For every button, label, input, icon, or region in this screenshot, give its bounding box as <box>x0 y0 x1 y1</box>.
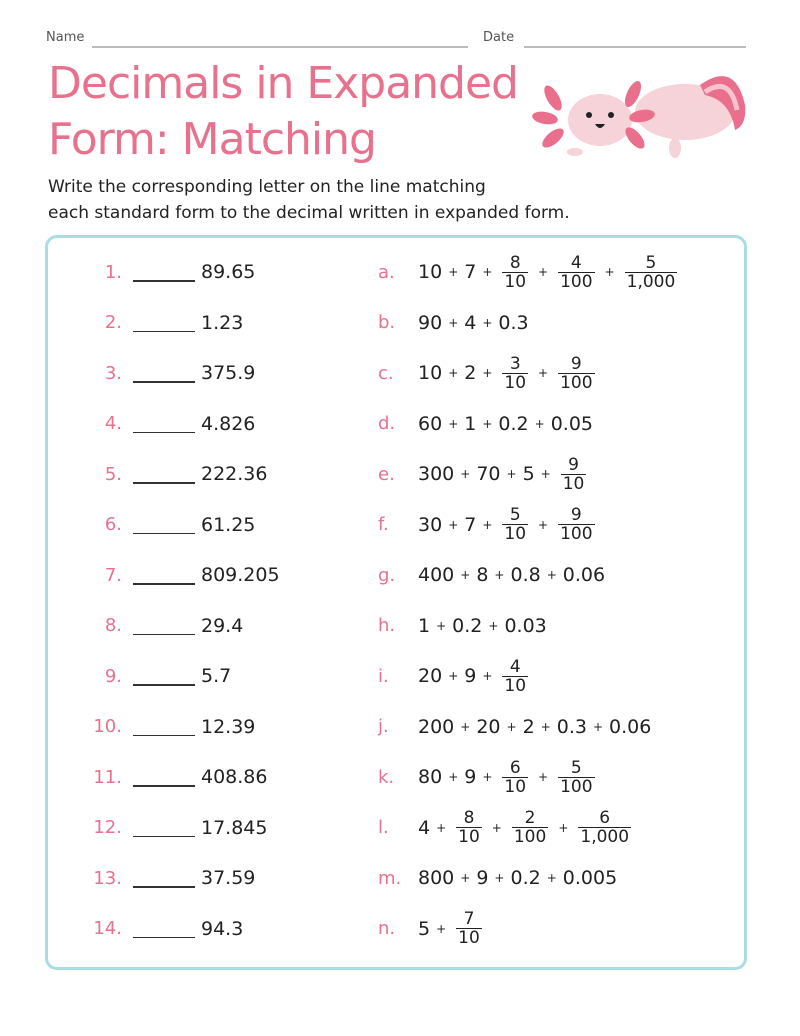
name-label: Name <box>46 30 85 45</box>
plus-sign: + <box>604 265 615 279</box>
term: 800 <box>418 867 455 889</box>
item-number: 10. <box>93 716 122 737</box>
fraction <box>578 809 631 846</box>
right-item <box>0 505 760 545</box>
title-line-2: Form: Matching <box>48 114 376 165</box>
plus-sign: + <box>540 719 551 734</box>
instructions-line-1: Write the corresponding letter on the line matching <box>48 177 486 197</box>
right-item <box>0 555 760 595</box>
plus-sign: + <box>482 517 493 532</box>
plus-sign: + <box>558 820 569 835</box>
item-number: 14. <box>93 918 122 939</box>
term: 2 <box>464 362 477 384</box>
term: 4 <box>418 816 431 839</box>
plus-sign: + <box>436 618 447 633</box>
item-letter: j. <box>378 716 389 737</box>
term: 70 <box>476 463 501 485</box>
term: 0.05 <box>550 412 593 435</box>
expanded-form-expression <box>418 910 486 947</box>
plus-sign: + <box>506 719 517 734</box>
term: 80 <box>418 766 443 788</box>
plus-sign: + <box>460 568 471 582</box>
plus-sign: + <box>460 871 471 885</box>
plus-sign: + <box>448 416 459 431</box>
term: 1 <box>418 614 431 637</box>
date-label: Date <box>483 30 515 45</box>
standard-form-value: 29.4 <box>201 614 244 637</box>
standard-form-value: 12.39 <box>201 715 256 738</box>
plus-sign: + <box>491 820 502 835</box>
term: 7 <box>464 261 477 283</box>
numerator: 3 <box>509 353 521 374</box>
standard-form-value: 375.9 <box>201 362 256 384</box>
expanded-form-expression <box>418 312 529 334</box>
expanded-form-expression <box>418 615 547 637</box>
plus-sign: + <box>460 719 471 734</box>
plus-sign: + <box>534 416 545 431</box>
item-number: 12. <box>93 817 122 838</box>
plus-sign: + <box>482 366 493 380</box>
right-item <box>0 353 760 393</box>
standard-form-value: 408.86 <box>201 766 268 788</box>
denominator: 10 <box>504 524 527 544</box>
denominator: 10 <box>504 675 527 696</box>
standard-form-value: 4.826 <box>201 412 256 435</box>
expanded-form-expression <box>418 506 599 543</box>
axolotl-illustration <box>525 60 755 170</box>
denominator: 10 <box>458 827 480 847</box>
numerator: 9 <box>570 505 582 525</box>
fraction <box>502 506 528 543</box>
plus-sign: + <box>448 770 459 784</box>
expanded-form-expression <box>418 355 599 392</box>
item-letter: k. <box>378 766 395 788</box>
expanded-form-expression <box>418 413 593 435</box>
fraction <box>502 355 528 392</box>
term: 300 <box>418 463 455 485</box>
term: 30 <box>418 513 443 536</box>
numerator: 2 <box>524 808 536 828</box>
term: 0.3 <box>498 311 529 334</box>
term: 400 <box>418 564 455 586</box>
term: 20 <box>476 715 501 738</box>
fraction <box>502 759 528 796</box>
term: 9 <box>464 665 477 687</box>
standard-form-value: 1.23 <box>201 311 244 334</box>
expanded-form-expression <box>418 809 635 846</box>
item-letter: e. <box>378 463 395 485</box>
denominator: 10 <box>504 776 527 797</box>
fraction <box>558 506 594 543</box>
term: 0.2 <box>510 867 541 889</box>
term: 1 <box>464 412 477 435</box>
term: 7 <box>464 513 477 536</box>
fraction <box>558 254 594 291</box>
numerator: 9 <box>570 353 582 374</box>
instructions <box>48 174 570 226</box>
fraction <box>561 456 587 493</box>
item-letter: h. <box>378 615 396 636</box>
numerator: 4 <box>509 656 521 677</box>
plus-sign: + <box>482 416 493 431</box>
item-letter: i. <box>378 665 389 687</box>
expanded-form-expression <box>418 658 532 695</box>
denominator: 100 <box>560 271 593 292</box>
plus-sign: + <box>538 366 549 380</box>
denominator: 10 <box>504 372 527 393</box>
fraction <box>558 355 594 392</box>
denominator: 100 <box>560 776 593 797</box>
plus-sign: + <box>448 517 459 532</box>
right-item <box>0 303 760 343</box>
date-field[interactable] <box>524 46 746 48</box>
plus-sign: + <box>436 820 447 835</box>
standard-form-value: 809.205 <box>201 564 280 586</box>
plus-sign: + <box>482 315 493 330</box>
plus-sign: + <box>488 618 499 633</box>
item-letter: f. <box>378 514 389 535</box>
term: 9 <box>476 867 489 889</box>
expanded-form-expression <box>418 456 590 493</box>
item-number: 2. <box>104 312 122 333</box>
right-item <box>0 909 760 949</box>
term: 90 <box>418 311 443 334</box>
right-item <box>0 707 760 747</box>
term: 0.03 <box>504 614 547 637</box>
item-number: 11. <box>93 766 122 788</box>
standard-form-value: 89.65 <box>201 261 256 283</box>
plus-sign: + <box>494 568 505 582</box>
standard-form-value: 94.3 <box>201 917 244 940</box>
plus-sign: + <box>482 265 493 279</box>
term: 0.06 <box>609 715 652 738</box>
standard-form-value: 5.7 <box>201 665 232 687</box>
page-title <box>48 56 518 168</box>
item-number: 6. <box>104 514 122 535</box>
item-letter: m. <box>378 867 402 889</box>
plus-sign: + <box>538 770 549 784</box>
term: 0.2 <box>452 614 483 637</box>
standard-form-value: 61.25 <box>201 513 256 536</box>
denominator: 100 <box>513 827 547 847</box>
term: 0.2 <box>498 412 529 435</box>
numerator: 4 <box>570 252 582 273</box>
fraction <box>456 910 482 947</box>
numerator: 5 <box>509 505 521 525</box>
expanded-form-expression <box>418 564 605 586</box>
right-item <box>0 858 760 898</box>
right-item <box>0 656 760 696</box>
numerator: 5 <box>645 252 657 273</box>
fraction <box>625 254 678 291</box>
term: 0.3 <box>556 715 587 738</box>
standard-form-value: 17.845 <box>201 816 268 839</box>
fraction <box>502 254 528 291</box>
plus-sign: + <box>506 467 517 481</box>
numerator: 6 <box>509 757 521 778</box>
plus-sign: + <box>448 366 459 380</box>
numerator: 8 <box>463 808 475 828</box>
plus-sign: + <box>538 517 549 532</box>
term: 5 <box>522 463 535 485</box>
numerator: 6 <box>599 808 611 828</box>
instructions-line-2: each standard form to the decimal written in expanded form. <box>48 203 570 223</box>
denominator: 1,000 <box>580 827 630 847</box>
fraction <box>558 759 594 796</box>
numerator: 9 <box>568 454 579 475</box>
plus-sign: + <box>482 770 493 784</box>
expanded-form-expression <box>418 254 681 291</box>
item-number: 4. <box>104 413 122 434</box>
plus-sign: + <box>482 669 493 683</box>
term: 0.005 <box>562 867 618 889</box>
standard-form-value: 222.36 <box>201 463 268 485</box>
plus-sign: + <box>592 719 604 734</box>
numerator: 7 <box>463 909 475 929</box>
term: 0.8 <box>510 564 541 586</box>
plus-sign: + <box>448 669 459 683</box>
item-letter: n. <box>378 918 396 939</box>
standard-form-value: 37.59 <box>201 867 256 889</box>
denominator: 10 <box>504 271 527 292</box>
fraction <box>512 809 548 846</box>
right-item <box>0 252 760 292</box>
item-letter: l. <box>378 817 389 838</box>
item-letter: a. <box>378 261 395 283</box>
expanded-form-expression <box>418 867 617 889</box>
plus-sign: + <box>546 568 557 582</box>
plus-sign: + <box>448 265 459 279</box>
term: 8 <box>476 564 489 586</box>
item-number: 5. <box>104 463 122 485</box>
fraction <box>456 809 482 846</box>
term: 20 <box>418 665 443 687</box>
denominator: 100 <box>560 524 593 544</box>
expanded-form-expression <box>418 716 651 738</box>
right-item <box>0 808 760 848</box>
fraction <box>502 658 528 695</box>
plus-sign: + <box>460 467 471 481</box>
numerator: 8 <box>509 252 521 273</box>
item-letter: g. <box>378 564 396 586</box>
item-number: 13. <box>93 867 122 889</box>
term: 9 <box>464 766 477 788</box>
right-item <box>0 404 760 444</box>
right-item <box>0 454 760 494</box>
term: 5 <box>418 917 431 940</box>
plus-sign: + <box>540 467 551 481</box>
right-item <box>0 757 760 797</box>
denominator: 10 <box>458 928 480 948</box>
expanded-form-expression <box>418 759 599 796</box>
denominator: 1,000 <box>626 271 676 292</box>
term: 4 <box>464 311 477 334</box>
name-field[interactable] <box>92 46 468 48</box>
term: 10 <box>418 261 443 283</box>
plus-sign: + <box>448 315 459 330</box>
right-item <box>0 606 760 646</box>
plus-sign: + <box>436 921 447 936</box>
term: 2 <box>522 715 535 738</box>
item-number: 1. <box>104 261 122 283</box>
item-number: 7. <box>104 564 122 586</box>
plus-sign: + <box>546 871 557 885</box>
item-number: 8. <box>104 615 122 636</box>
plus-sign: + <box>494 871 505 885</box>
item-number: 3. <box>104 362 122 384</box>
item-letter: b. <box>378 312 396 333</box>
item-letter: d. <box>378 413 396 434</box>
title-line-1: Decimals in Expanded <box>48 58 518 109</box>
item-number: 9. <box>104 665 122 687</box>
term: 0.06 <box>562 564 606 586</box>
term: 10 <box>418 362 443 384</box>
term: 200 <box>418 715 455 738</box>
plus-sign: + <box>538 265 549 279</box>
denominator: 10 <box>562 473 585 494</box>
item-letter: c. <box>378 362 394 384</box>
numerator: 5 <box>570 757 582 778</box>
denominator: 100 <box>560 372 593 393</box>
term: 60 <box>418 412 443 435</box>
